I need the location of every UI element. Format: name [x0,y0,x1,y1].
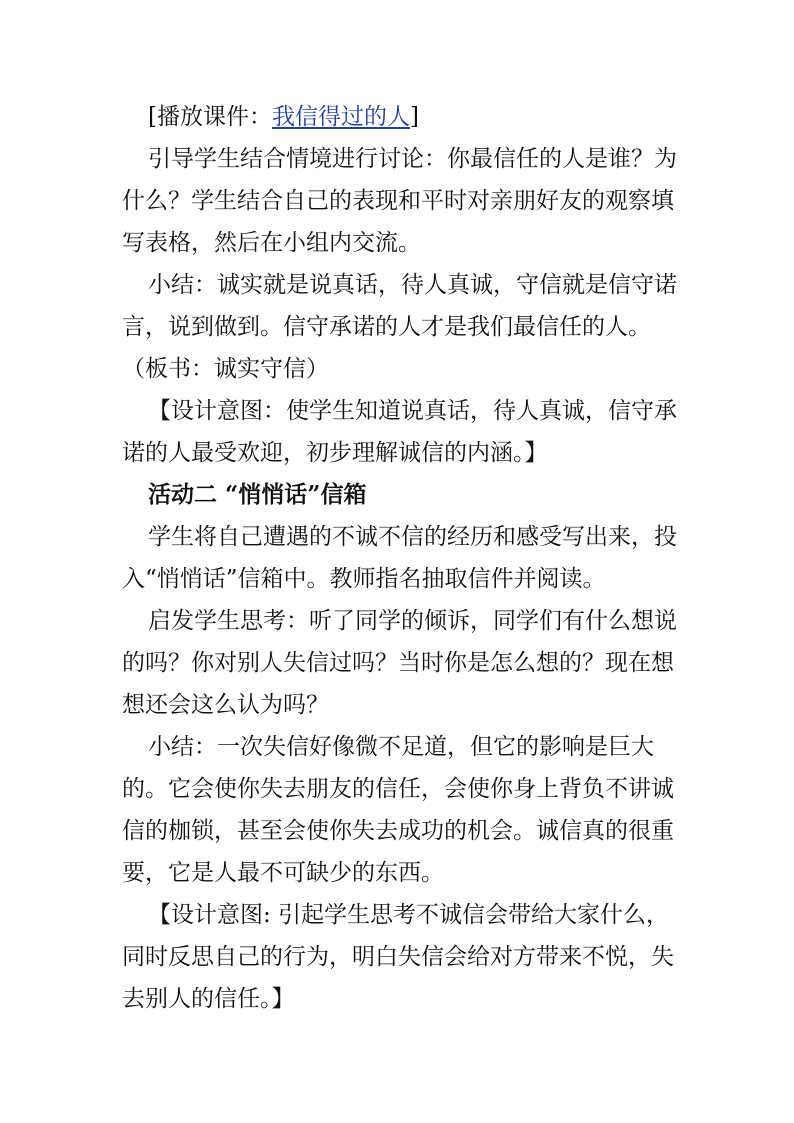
design-intent-paragraph-2: 【设计意图: 引起学生思考不诚信会带给大家什么，同时反思自己的行为，明白失信会给对方带来不悦，失去别人的信任。】 [122,902,674,1012]
courseware-link[interactable]: 我信得过的人 [271,104,410,130]
design-intent-paragraph-1: 【设计意图：使学生知道说真话，待人真诚，信守承诺的人最受欢迎，初步理解诚信的内涵。】 [122,398,677,466]
mailbox-paragraph: 学生将自己遭遇的不诚不信的经历和感受写出来，投入“悄悄话”信箱中。教师指名抽取信件并阅读。 [122,524,677,592]
courseware-line [122,96,678,138]
reflection-paragraph: 启发学生思考：听了同学的倾诉，同学们有什么想说的吗？你对别人失信过吗？当时你是怎么想的？现在想想还会这么认为吗？ [122,608,677,718]
activity-two-heading: 活动二 “悄悄话”信箱 [148,481,367,508]
document-body [122,96,678,1020]
courseware-prefix: [播放课件： [148,104,272,130]
summary-paragraph-2: 小结：一次失信好像微不足道，但它的影响是巨大的。它会使你失去朋友的信任，会使你身上背负不讲诚信的枷锁，甚至会使你失去成功的机会。诚信真的很重要，它是人最不可缺少的东西。 [122,734,674,886]
summary-paragraph-1: 小结：诚实就是说真话，待人真诚，守信就是信守诺言，说到做到。信守承诺的人才是我们最信任的人。（板书：诚实守信） [122,272,677,382]
courseware-suffix: ] [409,104,419,130]
discussion-paragraph: 引导学生结合情境进行讨论：你最信任的人是谁？为什么？学生结合自己的表现和平时对亲朋好友的观察填写表格，然后在小组内交流。 [122,146,677,256]
